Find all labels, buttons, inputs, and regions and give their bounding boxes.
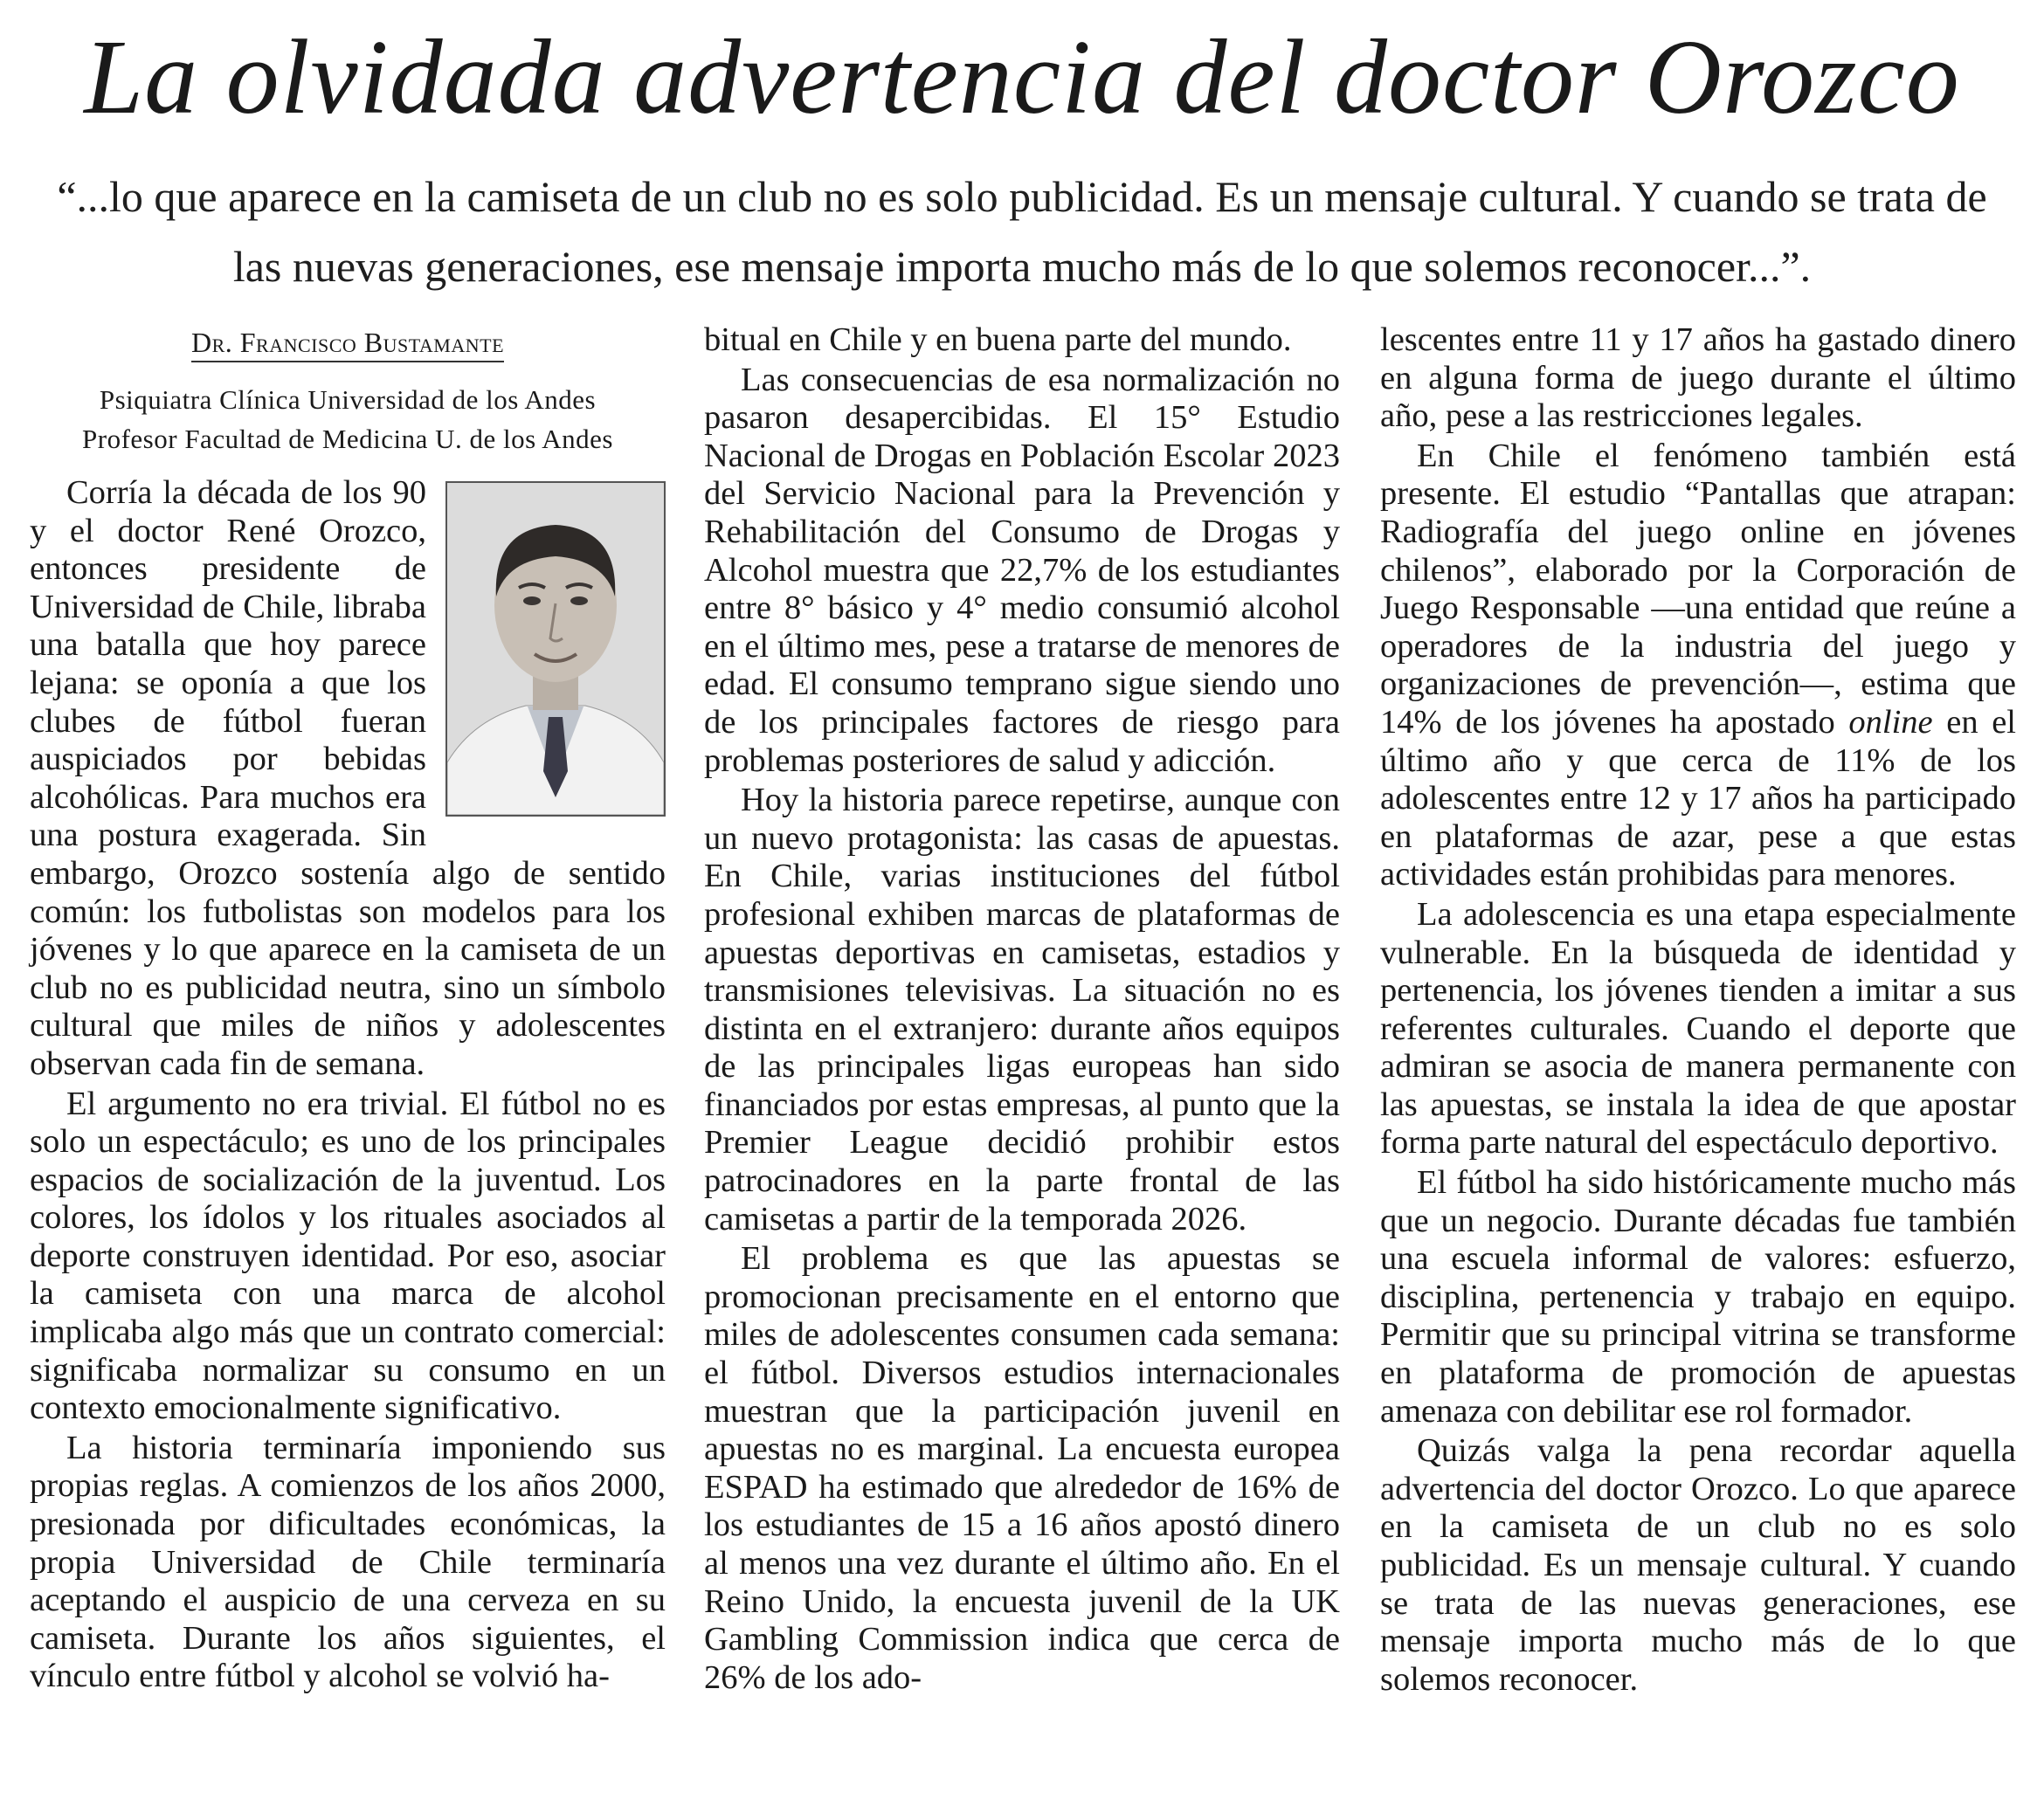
column-1	[30, 321, 666, 1698]
paragraph: El argumento no era trivial. El fútbol no es solo un espectáculo; es uno de los principales espacios de socialización de la juventud. Los colores, los ídolos y los rituales asociados al deporte construyen identidad. Por eso, asociar la camiseta con una marca de alcohol implicaba algo más que un contrato comercial: significaba normalizar su consumo en un contexto emocionalmente significativo.	[30, 1085, 666, 1427]
emphasis-online: online	[1848, 703, 1933, 741]
paragraph: El fútbol ha sido históricamente mucho más que un negocio. Durante décadas fue también una escuela informal de valores: esfuerzo, disciplina, pertenencia y trabajo en equipo. Permitir que su principal vitrina se transforme en plataforma de promoción de apuestas amenaza con debilitar ese rol formador.	[1380, 1164, 2016, 1430]
paragraph: Quizás valga la pena recordar aquella advertencia del doctor Orozco. Lo que aparece en la camiseta de un club no es solo publicidad. Es un mensaje cultural. Y cuando se trata de las nuevas generaciones, ese mensaje importa mucho más de lo que solemos reconocer.	[1380, 1432, 2016, 1698]
paragraph: La adolescencia es una etapa especialmente vulnerable. En la búsqueda de identidad y pertenencia, los jóvenes tienden a imitar a sus referentes culturales. Cuando el deporte que admiran se asocia de manera permanente con las apuestas, se instala la idea de que apostar forma parte natural del espectáculo deportivo.	[1380, 895, 2016, 1162]
paragraph: La historia terminaría imponiendo sus propias reglas. A comienzos de los años 2000, presionada por dificultades económicas, la propia Universidad de Chile terminaría aceptando el auspicio de una cerveza en su camiseta. Durante los años siguientes, el vínculo entre fútbol y alcohol se volvió ha-	[30, 1429, 666, 1695]
headline: La olvidada advertencia del doctor Orozco	[84, 18, 1960, 136]
column-2	[704, 321, 1340, 1699]
author-photo	[445, 481, 666, 817]
column-3	[1380, 321, 2016, 1700]
paragraph: El problema es que las apuestas se promocionan precisamente en el entorno que miles de adolescentes consumen cada semana: el fútbol. Diversos estudios internacionales muestran que la participación juvenil en apuestas no es marginal. La encuesta europea ESPAD ha estimado que alrededor de 16% de los estudiantes de 15 a 16 años apostó dinero al menos una vez durante el último año. En el Reino Unido, la encuesta juvenil de la UK Gambling Commission indica que cerca de 26% de los ado-	[704, 1240, 1340, 1696]
pull-quote: “...lo que aparece en la camiseta de un club no es solo publicidad. Es un mensaje cultural. Y cuando se trata de las nuevas generaciones, ese mensaje importa mucho más de lo que solemos reconocer...”.	[57, 172, 1987, 291]
paragraph: Las consecuencias de esa normalización no pasaron desapercibidas. El 15° Estudio Nacional de Drogas en Población Escolar 2023 del Servicio Nacional para la Prevención y Rehabilitación del Consumo de Drogas y Alcohol muestra que 22,7% de los estudiantes entre 8° básico y 4° medio consumió alcohol en el último mes, pese a tratarse de menores de edad. El consumo temprano sigue siendo uno de los principales factores de riesgo para problemas posteriores de salud y adicción.	[704, 361, 1340, 779]
author-role-2: Profesor Facultad de Medicina U. de los Andes	[82, 424, 613, 454]
paragraph: Corría la década de los 90 y el doctor René Orozco, entonces presidente de Universidad de Chile, libraba una batalla que hoy parece lejana: se oponía a que los clubes de fútbol fueran auspiciados por bebidas alcohólicas. Para muchos era una postura exagerada. Sin embargo, Orozco sostenía algo de sentido común: los futbolistas son modelos para los jóvenes y lo que aparece en la camiseta de un club no es publicidad neutra, sino un símbolo cultural que miles de niños y adolescentes observan cada fin de semana.	[30, 474, 666, 1082]
paragraph: lescentes entre 11 y 17 años ha gastado dinero en alguna forma de juego durante el último año, pese a las restricciones legales.	[1380, 321, 2016, 435]
author-name: Dr. Francisco Bustamante	[191, 325, 504, 362]
paragraph: Hoy la historia parece repetirse, aunque con un nuevo protagonista: las casas de apuestas. En Chile, varias instituciones del fútbol profesional exhiben marcas de plataformas de apuestas deportivas en camisetas, estadios y transmisiones televisivas. La situación no es distinta en el extranjero: durante años equipos de las principales ligas europeas han sido financiados por estas empresas, al punto que la Premier League decidió prohibir estos patrocinadores en la parte frontal de las camisetas a partir de la temporada 2026.	[704, 782, 1340, 1237]
author-role-1: Psiquiatra Clínica Universidad de los Andes	[99, 384, 597, 415]
paragraph: bitual en Chile y en buena parte del mundo.	[704, 321, 1292, 358]
byline	[30, 325, 666, 458]
paragraph: En Chile el fenómeno también está presente. El estudio “Pantallas que atrapan: Radiografía del juego online en jóvenes chilenos”, elaborado por la Corporación de Juego Responsable —una entidad que reúne a operadores de la industria del juego y organizaciones de prevención—, estima que 14% de los jóvenes ha apostado online en el último año y que cerca de 11% de los adolescentes entre 12 y 17 años ha participado en plataformas de azar, pese a que estas actividades están prohibidas para menores.	[1380, 437, 2016, 893]
